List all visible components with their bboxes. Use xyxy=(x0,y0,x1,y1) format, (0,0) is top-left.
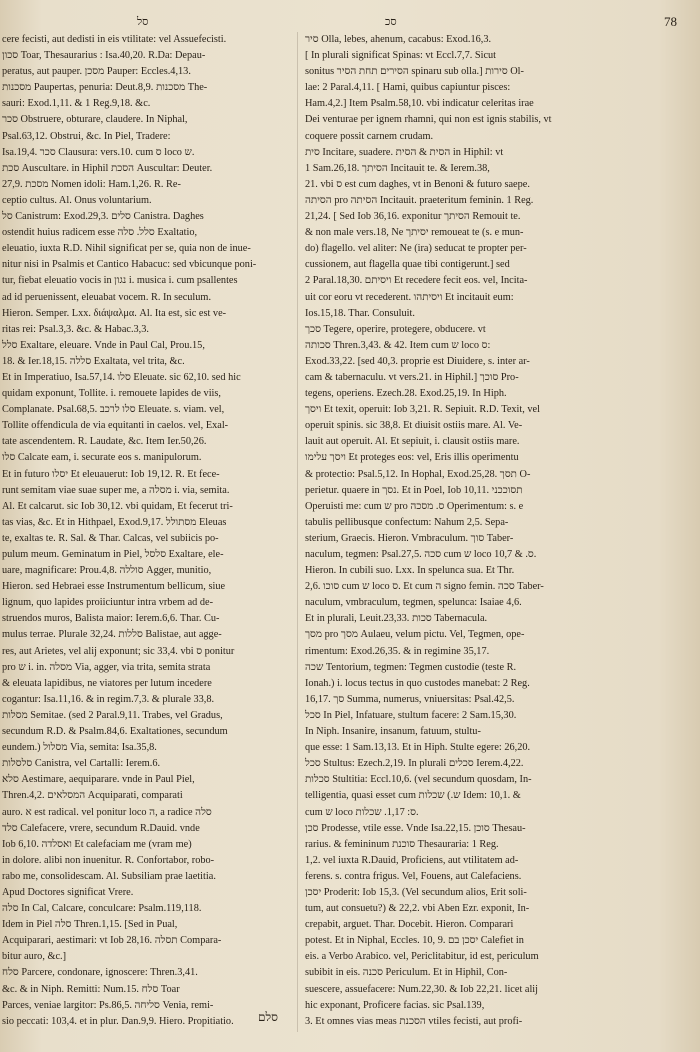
right-column-line: סיר Olla, lebes, ahenum, cacabus: Exod.16,3. xyxy=(305,34,492,45)
left-column-line: סכר Obstruere, obturare, claudere. In Niphal, xyxy=(2,114,188,126)
left-column-line: bitur auro, &c.] xyxy=(2,951,67,963)
right-column-line: cam & tabernaculu. vt vers.21. in Hiphil.] סוכך Pro- xyxy=(305,371,519,383)
right-column-line: do) flagello. vel aliter: Ne (ira) seducat te propter per- xyxy=(305,243,527,255)
right-column-line: suescere, assuefacere: Num.22,30. & Iob 22,21. licet alij xyxy=(305,983,539,995)
left-column-line: eleuatio, iuxta R.D. Nihil significat per se, quia non de inue- xyxy=(2,243,251,255)
left-column-line: 18. & Ier.18,15. סללה Exaltata, vel trita, &c. xyxy=(2,355,185,367)
left-column-line: ad id peruenissent, eleuabat vocem. R. In seculum. xyxy=(2,291,212,303)
left-column-line: sauri: Exod.1,11. & 1 Reg.9,18. &c. xyxy=(2,98,151,110)
left-column-line: סכון Toar, Thesaurarius : Isa.40,20. R.Da: Depau- xyxy=(2,50,206,62)
left-column-line: ostendit huius radicem esse סלל. סלה Exaltatio, xyxy=(2,227,198,239)
right-column-line: סכך Tegere, operire, protegere, obducere. vt xyxy=(305,323,486,335)
left-column-line: mulus terrae. Plurale 32,24. סללות Balistae, aut agge- xyxy=(2,629,222,641)
right-column-line: 3. Et omnes vias meas הסכנת vtiles fecisti, aut profi- xyxy=(305,1015,523,1027)
left-column-line: Acquiparari, aestimari: vt Iob 28,16. תסלה Compara- xyxy=(2,935,222,947)
right-column-line: que esse: 1 Sam.13,13. Et in Hiph. Stulte egere: 26,20. xyxy=(305,742,531,754)
left-column-line: Et in futuro יסלו Et eleuauerut: Iob 19,12. R. Et fece- xyxy=(2,468,220,480)
right-column-line: ויסך Et texit, operuit: Iob 3,21. R. Sepiuit. R.D. Texit, vel xyxy=(305,404,540,416)
left-column-line: Hieron. Semper. Lxx. διάψαλμα. Al. Ita est, sic est ve- xyxy=(2,307,227,319)
left-column-line: ceptio cultus. Al. Onus voluntarium. xyxy=(2,194,152,206)
right-column-line: naculum, vmbraculum, tegmen, spelunca: Isaiae 4,6. xyxy=(305,597,522,609)
left-column-line: tur, fiebat eleuatio vocis in נגון i. musica i. cum psallentes xyxy=(2,275,238,287)
right-column-line: potest. Et in Niphal, Eccles. 10, 9. יסכן בם Calefiet in xyxy=(305,935,524,947)
right-column-line: 16,17. סך Summa, numerus, vniuersitas: Psal.42,5. xyxy=(305,693,515,705)
right-column-line: subibit in eis. סכנה Periculum. Et in Hiphil, Con- xyxy=(305,967,508,979)
right-column-line: Ios.15,18. Thar. Consuluit. xyxy=(305,307,415,319)
left-column-line: Complanate. Psal.68,5. סלו לרכב Eleuate. s. viam. vel, xyxy=(2,404,225,416)
right-column-line: 21. vbi ס est cum daghes, vt in Benoni & futuro saepe. xyxy=(305,178,530,190)
right-column-line: crepabit, arguet. Thar. Docebit. Hieron. Comparari xyxy=(305,919,514,931)
left-column-line: pro ש i. in. מסלה Via, agger, via trita, semita strata xyxy=(2,661,211,673)
right-column-line: cussionem, aut flagella quae tibi contigerunt.] sed xyxy=(305,259,510,271)
left-column-line: Et in Imperatiuo, Isa.57,14. סלו Eleuate. sic 62,10. sed hic xyxy=(2,371,241,383)
left-column-line: Hieron. sed Hebraei esse Instrumentum bellicum, siue xyxy=(2,581,226,593)
right-column-line: cum ש loco ס: 1,17. שכלות. xyxy=(305,806,419,818)
left-column-line: res, aut Arietes, vel alij exponunt; sic 33,4. vbi ס ponitur xyxy=(2,645,235,657)
right-column-line: In Niph. Insanire, insanum, fatuum, stultu- xyxy=(305,726,481,738)
right-column-line: & protectio: Psal.5,12. In Hophal, Exod.25,28. תסך O- xyxy=(305,468,531,480)
right-column-line: 2,6. סוכו cum ש loco ס. Et cum ה signo femin. סכה Taber- xyxy=(305,581,544,593)
left-column-line: tate ascendentem. R. Laudate, &c. Item Ier.50,26. xyxy=(2,436,207,448)
right-column-line: tegens, operiens. Ezech.28. Exod.25,19. In Hiph. xyxy=(305,388,507,400)
right-column-line: סכל Stultus: Ezech.2,19. In plurali סכלים Ierem.4,22. xyxy=(305,758,524,770)
right-column-line: 21,24. [ Sed Iob 36,16. exponitur הסיתך Remouit te. xyxy=(305,211,521,223)
left-column-line: ritas rei: Psal.3,3. &c. & Habac.3,3. xyxy=(2,323,149,335)
right-column-line: יסכן Proderit: Iob 15,3. (Vel secundum alios, Erit soli- xyxy=(305,886,527,898)
right-column-line: Ham.4,2.] Item Psalm.58,10. vbi indicatur celeritas irae xyxy=(305,98,534,110)
left-column-line: sio peccati: 103,4. et in plur. Dan.9,9. Hiero. Propitiatio. xyxy=(2,1015,234,1027)
right-column-line: telligentia, quasi esset cum ש.) שכלות Idem: 10,1. & xyxy=(305,790,521,802)
right-column-line: [ In plurali significat Spinas: vt Eccl.7,7. Sicut xyxy=(305,50,497,62)
right-column-line: Hieron. In cubili suo. Lxx. In spelunca sua. Et Thr. xyxy=(305,565,515,577)
right-column-line: Ionah.) i. locus tectus in quo custodes manebat: 2 Reg. xyxy=(305,677,530,689)
left-column-line: cere fecisti, aut dedisti in eis vtilitate: vel Assuefecisti. xyxy=(2,34,227,45)
right-column xyxy=(305,32,688,1030)
column-divider xyxy=(297,32,298,1032)
header-left-guide-letters: סל xyxy=(137,15,149,28)
right-column-line: סכל In Piel, Infatuare, stultum facere: 2 Sam.15,30. xyxy=(305,709,517,721)
left-column-line: eundem.) מסלול Via, semita: Isa.35,8. xyxy=(2,742,157,754)
right-column-line: הסיתה pro הסיתה Incitauit. praeteritum feminin. 1 Reg. xyxy=(305,194,534,206)
right-column-line: סכן Prodesse, vtile esse. Vnde Isa.22,15. סוכן Thesau- xyxy=(305,822,526,834)
left-column-line: Isa.19,4. סכר Clausura: vers.10. cum ס loco ש. xyxy=(2,146,195,158)
left-column-line: סל Canistrum: Exod.29,3. סלים Canistra. Daghes xyxy=(2,211,204,223)
right-column-line: sterium, Graecis. Hieron. Vmbraculum. סוך Taber- xyxy=(305,532,514,544)
page-number: 78 xyxy=(664,14,677,29)
right-column-line: lauit aut operuit. Al. Et sepiuit, i. clausit ostiis mare. xyxy=(305,436,520,448)
left-column-line: pulum meum. Geminatum in Piel, סלסל Exaltare, ele- xyxy=(2,549,224,560)
right-column-line: eis. a Verbo Arabico. vel, Periclitabitur, id est, periculum xyxy=(305,951,539,963)
left-column-line: 27,9. מסכת Nomen idoli: Ham.1,26. R. Re- xyxy=(2,178,181,190)
left-column-line: & eleuata lapidibus, ne viatores per lutum incedere xyxy=(2,677,212,689)
right-column-line: Dei venturae per ignem rhamni, qui non est ignis stabilis, vt xyxy=(305,114,552,126)
running-header xyxy=(0,8,700,30)
left-column-line: Thren.4,2. המסלאים Acquiparati, comparati xyxy=(2,790,183,802)
left-column-line: rabo me, consolidescam. Al. Subsiliam prae laetitia. xyxy=(2,870,216,882)
catchword: סלם xyxy=(258,1010,278,1024)
left-column-line: Al. Et calcarut. sic Iob 30,12. vbi quidam, Et fecerut tri- xyxy=(2,500,233,512)
right-column-line: 2 Paral.18,30. ויסיתם Et recedere fecit eos. vel, Incita- xyxy=(305,275,528,287)
header-center-guide-letters: סכ xyxy=(385,15,397,28)
left-column-line: runt semitam viae suae super me, a מסלה i. via, semita. xyxy=(2,484,230,496)
left-column-line: &c. & in Niph. Remitti: Num.15. סלח Toar xyxy=(2,983,180,995)
left-column-line: Psal.63,12. Obstrui, &c. In Piel, Tradere: xyxy=(2,130,171,142)
left-column-line: מסלות Semitae. (sed 2 Paral.9,11. Trabes, vel Gradus, xyxy=(2,709,223,721)
left-column-line: lignum, quo lapides proiiciuntur intra vrbem ad de- xyxy=(2,597,214,609)
right-column-line: סכלות Stultitia: Eccl.10,6. (vel secundum quosdam, In- xyxy=(305,774,532,786)
left-column-line: auro. א est radical. vel ponitur loco ה, a radice סלה xyxy=(2,806,212,818)
left-column-line: uare, magnificare: Prou.4,8. סוללה Agger, munitio, xyxy=(2,565,212,577)
right-column-line: tabulis pellibusque confectum: Nahum 2,5. Sepa- xyxy=(305,516,509,528)
right-column-line: שכה Tentorium, tegmen: Tegmen custodie (teste R. xyxy=(305,661,517,673)
left-column-line: struendos muros, Balista maior: Ierem.6,6. Thar. Cu- xyxy=(2,613,220,625)
left-column-line: Parces, veniae largitor: Ps.86,5. סליחה Venia, remi- xyxy=(2,999,214,1011)
left-column-line: Idem in Piel סלה Thren.1,15. [Sed in Pual, xyxy=(2,919,178,931)
right-column-line: Exod.33,22. [sed 40,3. proprie est Diuidere, s. inter ar- xyxy=(305,355,530,367)
right-column-line: uit cor eoru vt recederent. ויסיתהו Et incitauit eum: xyxy=(305,291,514,303)
right-column-line: סית Incitare, suadere. הסית & הסית in Hiphil: vt xyxy=(305,146,504,158)
left-column-line: סלסלות Canistra, vel Cartalli: Ierem.6. xyxy=(2,758,161,770)
right-column-line: 1,2. vel iuxta R.Dauid, Proficiens, aut vtilitatem ad- xyxy=(305,854,519,866)
right-column-line: perietur. quaere in נסך. Et in Poel, Iob 10,11. תסוככני xyxy=(305,484,523,496)
left-column xyxy=(2,32,292,1030)
right-column-line: Et in plurali, Leuit.23,33. סכות Tabernacula. xyxy=(305,613,488,625)
right-column-line: tum, aut consuetu?) & 22,2. vbi Aben Ezr. exponit, In- xyxy=(305,903,530,915)
left-column-line: סלד Calefacere, vrere, secundum R.Dauid. vnde xyxy=(2,822,200,834)
right-column-line: Operuisti me: cum ש pro ס. מסכה Operimentum: s. e xyxy=(305,500,524,512)
right-column-line: rarius. & femininum סוכנת Thesauraria: 1 Reg. xyxy=(305,838,499,850)
left-column-line: סכת Auscultare. in Hiphil הסכת Auscultar: Deuter. xyxy=(2,162,213,174)
left-column-line: סלח Parcere, condonare, ignoscere: Thren.3,41. xyxy=(2,967,198,979)
right-column-line: rimentum: Exod.26,35. & in regimine 35,17. xyxy=(305,645,490,657)
left-column-line: te, exaltas te. R. Sal. & Thar. Calcas, vel subiicis po- xyxy=(2,532,219,544)
left-column-line: Tollite offendicula de via equitanti in caelos. vel, Exal- xyxy=(2,420,229,432)
right-column-line: coquere possit carnem crudam. xyxy=(305,130,434,142)
right-column-line: hic exponant, Proficere facias. sic Psal.139, xyxy=(305,999,485,1011)
left-column-line: secundum R.D. & Psalm.84,6. Exaltationes, secundum xyxy=(2,726,228,738)
left-column-line: סלא Aestimare, aequiparare. vnde in Paul Piel, xyxy=(2,774,195,786)
left-column-line: quidam exponunt, Tollite. i. remouete lapides de viis, xyxy=(2,388,221,400)
left-column-line: Iob 6,10. ואסלדה Et calefaciam me (vram me) xyxy=(2,838,192,850)
left-column-line: nitur nisi in Psalmis et Cantico Habacuc: sed vbicunque poni- xyxy=(2,259,257,271)
right-column-line: naculum, tegmen: Psal.27,5. סכה cum ש loco ס. & 10,7. xyxy=(305,549,537,560)
right-column-line: סכותה Thren.3,43. & 42. Item cum ש loco ס: xyxy=(305,339,491,351)
left-column-line: tas vias, &c. Et in Hithpael, Exod.9,17. מסתולל Eleuas xyxy=(2,516,227,528)
left-column-line: peratus, aut pauper. מסכן Pauper: Eccles.4,13. xyxy=(2,66,191,78)
right-column-line: & non male vers.18, Ne יסיתך remoueat te (s. e mun- xyxy=(305,227,524,239)
right-column-line: lae: 2 Paral.4,11. [ Hami, quibus capiuntur pisces: xyxy=(305,82,511,94)
right-column-line: sonitus הסירים תחת הסיר spinaru sub olla.] סירות Ol- xyxy=(305,66,524,78)
right-column-line: ferens. s. contra frigus. Vel, Fouens, aut Calefaciens. xyxy=(305,870,522,882)
right-column-line: 1 Sam.26,18. הסיתך Incitauit te. & Ierem.38, xyxy=(305,162,490,174)
left-column-line: Apud Doctores significat Vrere. xyxy=(2,886,134,898)
left-column-line: סלל Exaltare, eleuare. Vnde in Paul Cal, Prou.15, xyxy=(2,339,205,351)
right-column-line: מסך pro מסך Aulaeu, velum pictu. Vel, Tegmen, ope- xyxy=(305,629,525,641)
right-column-line: ויסך עלימו Et proteges eos: vel, Eris illis operimentu xyxy=(305,452,519,464)
left-column-line: מסכנות Paupertas, penuria: Deut.8,9. מסכנות The- xyxy=(2,82,208,94)
left-column-line: סלו Calcate eam, i. securate eos s. manipulorum. xyxy=(2,452,202,464)
left-column-line: סלה In Cal, Calcare, conculcare: Psalm.119,118. xyxy=(2,903,202,915)
left-column-line: cogantur: Isa.11,16. & in regim.7,3. & plurale 33,8. xyxy=(2,693,215,705)
right-column-line: operuit spinis. sic 38,8. Et diuisit ostiis mare. Al. Ve- xyxy=(305,420,523,432)
left-column-line: in dolore. alibi non inuenitur. R. Confortabor, robo- xyxy=(2,854,215,866)
